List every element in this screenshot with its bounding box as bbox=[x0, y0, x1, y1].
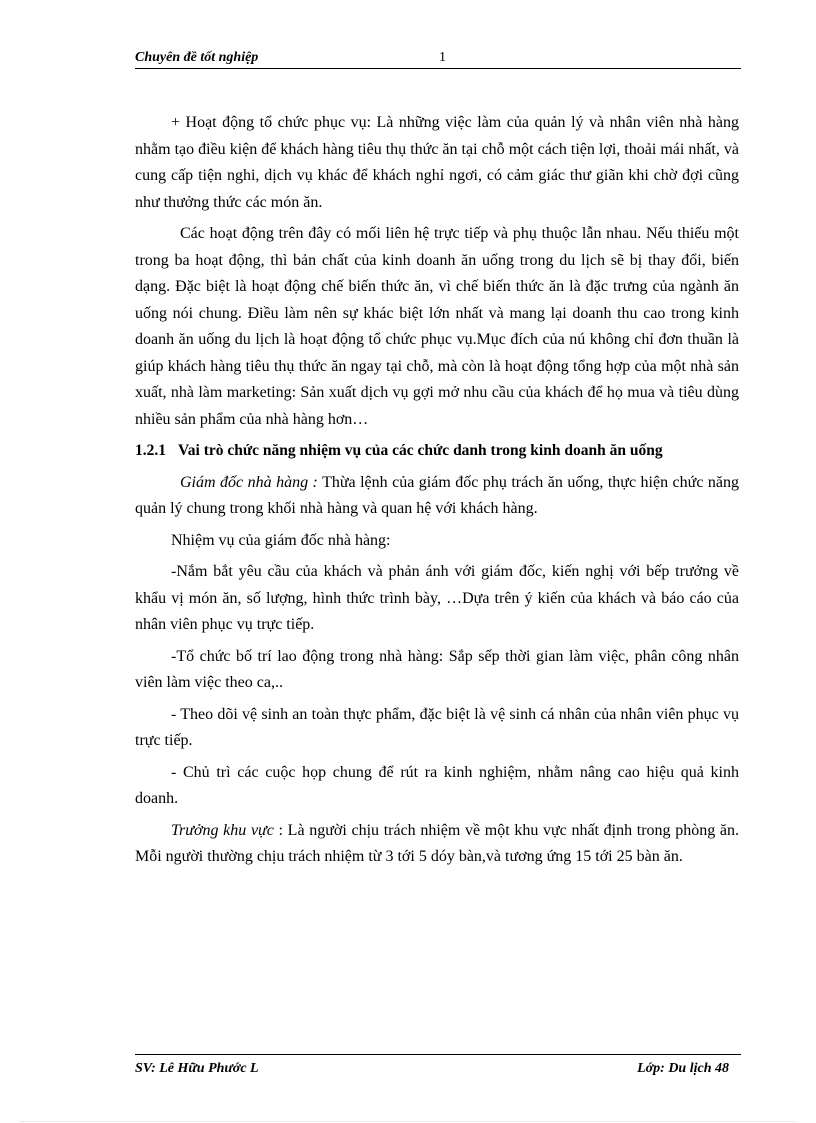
page-number: 1 bbox=[439, 50, 446, 65]
area-manager-label: Trưởng khu vực bbox=[171, 821, 274, 839]
paragraph-duty-intro: Nhiệm vụ của giám đốc nhà hàng: bbox=[171, 531, 391, 549]
section-heading bbox=[135, 438, 739, 465]
paragraph-duty-1: -Nắm bắt yêu cầu của khách và phản ánh với giám đốc, kiến nghị với bếp trưởng về khẩu vị món ăn, số lượng, hình thức trình bày, …Dựa trên ý kiến của khách và báo cáo của nhân viên phục vụ trực tiếp. bbox=[135, 563, 739, 633]
paragraph-duty-4: - Chủ trì các cuộc họp chung để rút ra kinh nghiệm, nhằm nâng cao hiệu quả kinh doanh. bbox=[135, 763, 739, 807]
page-header bbox=[135, 50, 741, 69]
page-footer bbox=[135, 1054, 741, 1083]
footer-class: Lớp: Du lịch 48 bbox=[637, 1061, 729, 1076]
paragraph-service-activity: + Hoạt động tổ chức phục vụ: Là những việc làm của quản lý và nhân viên nhà hàng nhằm tạo điều kiện để khách hàng tiêu thụ thức ăn tại chỗ một cách tiện lợi, thoải mái nhất, và cung cấp tiện nghi, dịch vụ khác để khách nghỉ ngơi, có cảm giác thư giãn khi chờ đợi cũng như thưởng thức các món ăn. bbox=[135, 114, 739, 211]
footer-student: SV: Lê Hữu Phước L bbox=[135, 1061, 259, 1076]
paragraph-duty-3: - Theo dõi vệ sinh an toàn thực phẩm, đặc biệt là vệ sinh cá nhân của nhân viên phục vụ trực tiếp. bbox=[135, 705, 739, 749]
paragraph-restaurant-director bbox=[135, 470, 739, 523]
director-text: Thừa lệnh của giám đốc phụ trách ăn uống, thực hiện chức năng quản lý chung trong khối nhà hàng và quan hệ với khách hàng. bbox=[135, 473, 740, 517]
paragraph-area-manager bbox=[135, 818, 739, 871]
page-edge-divider bbox=[20, 1121, 796, 1122]
paragraph-activities-relation: Các hoạt động trên đây có mối liên hệ trực tiếp và phụ thuộc lẫn nhau. Nếu thiếu một trong ba hoạt động, thì bản chất của kinh doanh ăn uống trong du lịch sẽ bị thay đổi, biến dạng. Đặc biệt là hoạt động chế biến thức ăn, vì chế biến thức ăn là đặc trưng của ngành ăn uống nói chung. Điều làm nên sự khác biệt lớn nhất và mang lại doanh thu cao trong kinh doanh ăn uống du lịch là hoạt động tổ chức phục vụ.Mục đích của nú không chỉ đơn thuần là giúp khách hàng tiêu thụ thức ăn ngay tại chỗ, mà còn là hoạt động tổng hợp của một nhà sản xuất, nhà làm marketing: Sản xuất dịch vụ gợi mở nhu cầu của khách để họ mua và tiêu dùng nhiều sản phẩm của nhà hàng hơn… bbox=[135, 225, 739, 428]
area-manager-text: : Là người chịu trách nhiệm về một khu vực nhất định trong phòng ăn. Mỗi người thường chịu trách nhiệm từ 3 tới 5 dóy bàn,và tương ứng 15 tới 25 bàn ăn. bbox=[135, 821, 740, 865]
document-body bbox=[135, 110, 739, 876]
director-label: Giám đốc nhà hàng : bbox=[180, 473, 318, 491]
document-title: Chuyên đề tốt nghiệp bbox=[135, 50, 259, 65]
section-title: Vai trò chức năng nhiệm vụ của các chức danh trong kinh doanh ăn uống bbox=[178, 442, 663, 459]
section-number: 1.2.1 bbox=[135, 442, 166, 459]
paragraph-duty-2: -Tổ chức bố trí lao động trong nhà hàng: Sắp sếp thời gian làm việc, phân công nhân viên làm việc theo ca,.. bbox=[135, 647, 739, 691]
